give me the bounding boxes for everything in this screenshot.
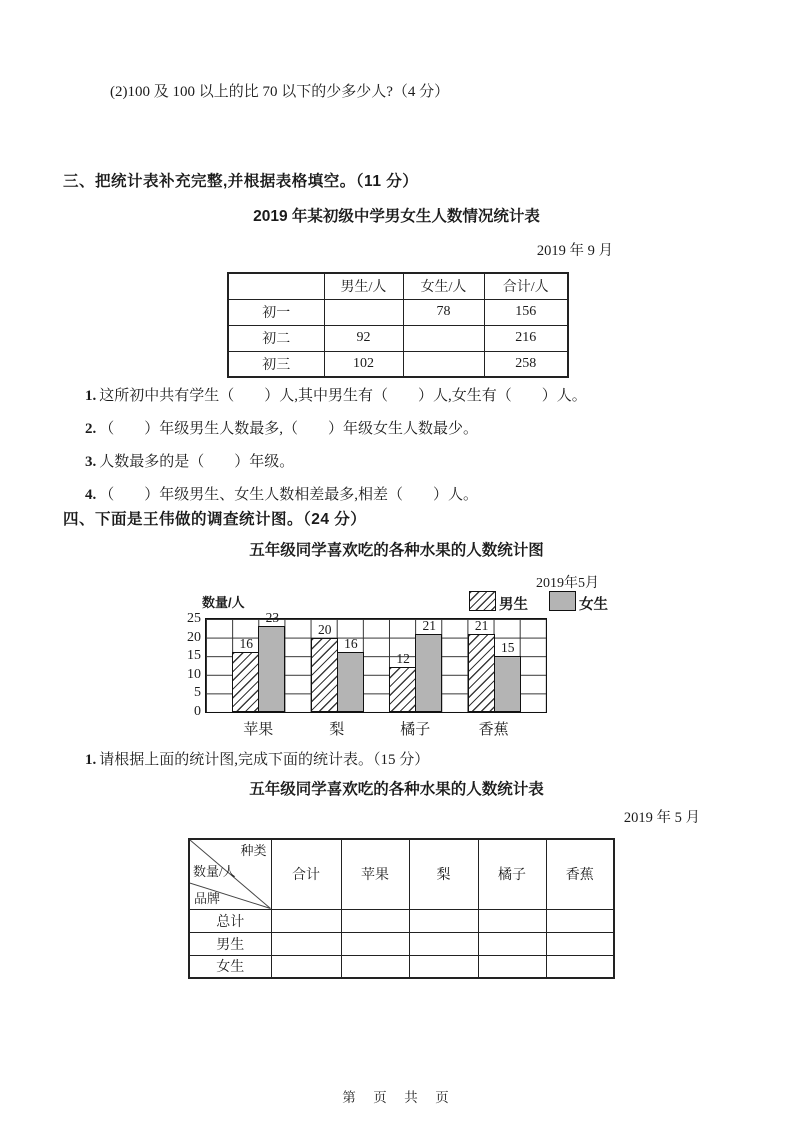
answer-cell <box>403 325 484 351</box>
bar-boys-cat3 <box>389 667 416 712</box>
table-cell: 初三 <box>228 351 324 377</box>
bar-girls-cat2 <box>337 652 364 712</box>
bar-girls-cat4 <box>494 656 521 712</box>
bar-value-label: 21 <box>474 617 489 633</box>
answer-cell <box>341 955 409 978</box>
bar-value-label: 12 <box>396 651 410 667</box>
question-number: 3. <box>85 454 97 470</box>
table-cell: 男生/人 <box>324 273 403 299</box>
bar-girls-cat1 <box>258 626 285 712</box>
y-tick-label: 25 <box>187 611 201 626</box>
school-gender-table <box>227 272 569 378</box>
x-category-label: 橘子 <box>400 722 431 738</box>
question-number: 4. <box>85 487 97 503</box>
table-cell: 初二 <box>228 325 324 351</box>
fill-question-3 <box>85 450 294 471</box>
question-number: 2. <box>85 421 97 437</box>
corner-label-quantity: 数量/人 <box>193 864 236 879</box>
question-text: 这所初中共有学生（ ）人,其中男生有（ ）人,女生有（ ）人。 <box>99 388 587 404</box>
column-header: 橘子 <box>478 839 546 909</box>
y-axis-label: 数量/人 <box>202 595 245 610</box>
column-header: 梨 <box>409 839 478 909</box>
question-text: （ ）年级男生、女生人数相差最多,相差（ ）人。 <box>99 487 479 503</box>
table-row <box>189 909 614 932</box>
table-cell <box>228 273 324 299</box>
legend-boys-swatch <box>469 591 496 611</box>
bar-value-label: 16 <box>344 636 358 652</box>
column-header: 合计 <box>271 839 341 909</box>
answer-cell <box>341 932 409 955</box>
answer-cell <box>341 909 409 932</box>
question-text: 人数最多的是（ ）年级。 <box>99 454 295 470</box>
row-label: 女生 <box>189 955 271 978</box>
row-label: 男生 <box>189 932 271 955</box>
y-tick-label: 10 <box>187 666 201 682</box>
question-number: 1. <box>85 752 97 768</box>
section-4-question-1 <box>85 748 429 769</box>
school-table-date: 2019 年 9 月 <box>536 243 613 259</box>
fill-question-4 <box>85 483 478 504</box>
column-header: 苹果 <box>341 839 409 909</box>
column-header: 香蕉 <box>546 839 614 909</box>
table-row <box>228 273 568 299</box>
question-number: 1. <box>85 388 97 404</box>
bar-boys-cat4 <box>468 634 495 712</box>
y-tick-label: 15 <box>187 648 201 664</box>
legend-boys-label: 男生 <box>499 597 528 613</box>
chart-date: 2019年5月 <box>536 576 599 591</box>
answer-cell <box>271 932 341 955</box>
answer-cell <box>403 351 484 377</box>
bar-value-label: 16 <box>239 636 253 652</box>
chart-title: 五年级同学喜欢吃的各种水果的人数统计图 <box>249 542 544 559</box>
bar-value-label: 15 <box>501 640 515 656</box>
x-category-label: 香蕉 <box>478 722 509 738</box>
question-text: 请根据上面的统计图,完成下面的统计表。（15 分） <box>99 752 430 768</box>
answer-cell <box>478 955 546 978</box>
fill-question-2 <box>85 417 478 438</box>
answer-cell <box>409 909 478 932</box>
question-2-remainder: (2)100 及 100 以上的比 70 以下的少多少人?（4 分） <box>110 84 450 100</box>
fill-question-1 <box>85 384 587 405</box>
answer-cell <box>546 932 614 955</box>
answer-cell <box>409 955 478 978</box>
bar-girls-cat3 <box>415 634 442 712</box>
answer-cell <box>271 909 341 932</box>
x-category-label: 苹果 <box>243 722 274 738</box>
question-text: （ ）年级男生人数最多,（ ）年级女生人数最少。 <box>99 421 479 437</box>
row-label: 总计 <box>189 909 271 932</box>
bar-boys-cat1 <box>232 652 259 712</box>
y-tick-label: 20 <box>187 629 201 645</box>
answer-cell <box>409 932 478 955</box>
table-row <box>228 299 568 325</box>
table-cell: 102 <box>324 351 403 377</box>
fruit-table-title: 五年级同学喜欢吃的各种水果的人数统计表 <box>249 781 544 798</box>
fruit-table-date: 2019 年 5 月 <box>623 810 700 826</box>
table-cell: 女生/人 <box>403 273 484 299</box>
corner-label-category: 种类 <box>240 843 267 858</box>
table-cell: 156 <box>484 299 568 325</box>
table-row <box>228 351 568 377</box>
bar-value-label: 23 <box>265 610 280 626</box>
corner-label-brand: 品牌 <box>194 890 221 906</box>
answer-cell <box>324 299 403 325</box>
table-row <box>189 932 614 955</box>
chart-plot <box>187 610 547 738</box>
answer-cell <box>478 909 546 932</box>
bar-boys-cat2 <box>311 638 338 712</box>
x-category-label: 梨 <box>329 722 345 738</box>
bar-value-label: 21 <box>422 617 437 633</box>
legend-girls-label: 女生 <box>579 597 608 613</box>
fruit-stats-table <box>188 838 615 979</box>
school-table-title: 2019 年某初级中学男女生人数情况统计表 <box>253 208 540 225</box>
table-header-row <box>189 839 614 909</box>
table-row <box>228 325 568 351</box>
diagonal-header-cell <box>189 839 271 909</box>
y-tick-label: 0 <box>194 704 201 719</box>
table-cell: 216 <box>484 325 568 351</box>
table-cell: 78 <box>403 299 484 325</box>
answer-cell <box>478 932 546 955</box>
answer-cell <box>271 955 341 978</box>
legend-girls-swatch <box>549 591 576 611</box>
section-4-heading: 四、下面是王伟做的调查统计图。（24 分） <box>63 511 367 528</box>
table-cell: 258 <box>484 351 568 377</box>
table-cell: 初一 <box>228 299 324 325</box>
page-footer: 第 页 共 页 <box>342 1090 451 1105</box>
table-cell: 92 <box>324 325 403 351</box>
fruit-bar-chart <box>187 576 608 738</box>
bar-value-label: 20 <box>317 621 332 637</box>
table-row <box>189 955 614 978</box>
answer-cell <box>546 909 614 932</box>
answer-cell <box>546 955 614 978</box>
y-tick-label: 5 <box>194 685 201 701</box>
section-3-heading: 三、把统计表补充完整,并根据表格填空。（11 分） <box>63 173 419 190</box>
table-cell: 合计/人 <box>484 273 568 299</box>
